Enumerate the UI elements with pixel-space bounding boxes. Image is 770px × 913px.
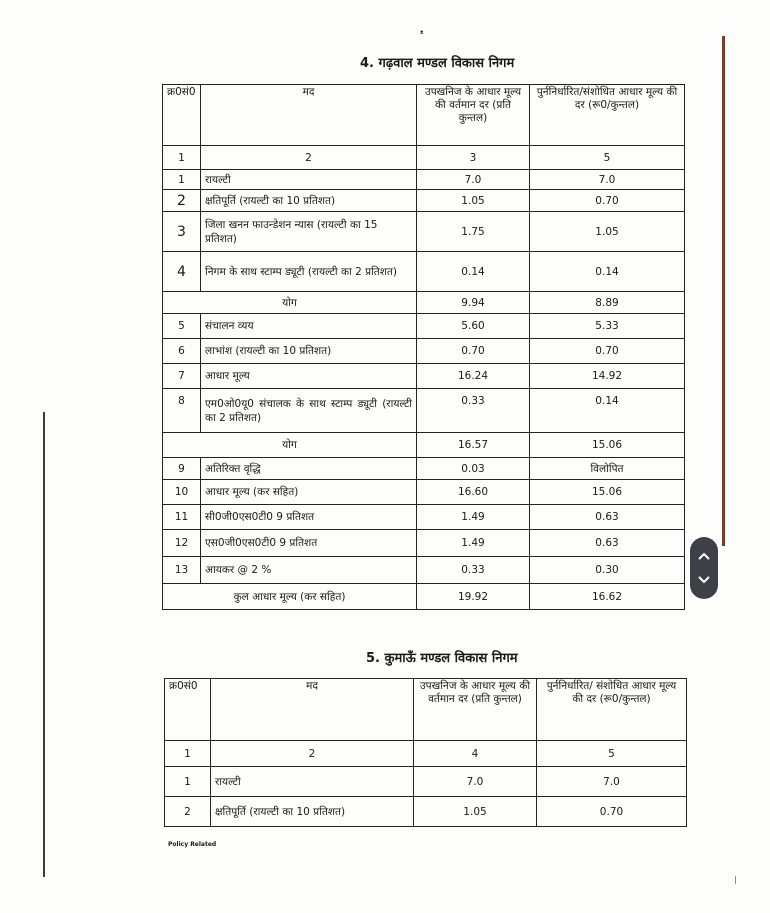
row-current: 1.75 [417,212,530,252]
subtotal-row [163,433,685,458]
footer-text: Policy Related [168,841,217,848]
row-item: अतिरिक्त वृद्धि [201,458,417,480]
row-item: एस0जी0एस0टी0 9 प्रतिशत [201,530,417,557]
page-edge-mark [735,876,736,884]
row-item: रायल्टी [211,767,414,797]
row-sno: 2 [165,797,211,827]
numbering-cell: 5 [530,146,685,170]
row-current: 1.05 [414,797,537,827]
table-row [163,530,685,557]
subtotal-current: 16.57 [417,433,530,458]
row-current: 7.0 [417,170,530,190]
row-current: 16.24 [417,364,530,389]
row-revised: विलोपित [530,458,685,480]
row-revised: 0.63 [530,530,685,557]
table-row [163,480,685,505]
row-revised: 14.92 [530,364,685,389]
table-row [165,797,687,827]
page-scroll-widget [690,537,718,599]
section-5-title: 5. कुमाऊँ मण्डल विकास निगम [366,651,518,666]
page-top-mark: ᵜ [420,29,424,39]
row-current: 0.03 [417,458,530,480]
numbering-cell: 2 [211,741,414,767]
numbering-cell: 1 [163,146,201,170]
row-current: 16.60 [417,480,530,505]
table-header-row [163,85,685,146]
row-current: 0.33 [417,389,530,433]
chevron-down-icon[interactable] [694,570,714,590]
row-sno: 1 [163,170,201,190]
row-current: 0.70 [417,339,530,364]
row-sno: 7 [163,364,201,389]
row-revised: 0.63 [530,505,685,530]
numbering-row [163,146,685,170]
row-item: आधार मूल्य (कर सहित) [201,480,417,505]
row-revised: 0.30 [530,557,685,584]
row-revised: 15.06 [530,480,685,505]
table-row [163,212,685,252]
row-current: 1.49 [417,505,530,530]
numbering-cell: 5 [537,741,687,767]
numbering-cell: 4 [414,741,537,767]
row-revised: 1.05 [530,212,685,252]
table-row [163,505,685,530]
row-item: संचालन व्यय [201,314,417,339]
header-sno: क्र0सं0 [163,85,201,146]
row-revised: 0.70 [530,339,685,364]
row-revised: 0.70 [537,797,687,827]
numbering-cell: 1 [165,741,211,767]
grand-total-label: कुल आधार मूल्य (कर सहित) [163,584,417,610]
header-current-rate: उपखनिज के आधार मूल्य की वर्तमान दर (प्रति कुन्तल) [417,85,530,146]
table-row [163,557,685,584]
row-item: निगम के साथ स्टाम्प ड्यूटी (रायल्टी का 2 प्रतिशत) [201,252,417,292]
subtotal-row [163,292,685,314]
section-4-table [162,84,685,610]
row-sno: 13 [163,557,201,584]
header-current-rate: उपखनिज के आधार मूल्य की वर्तमान दर (प्रति कुन्तल) [414,679,537,741]
table-row [163,339,685,364]
row-item: क्षतिपूर्ति (रायल्टी का 10 प्रतिशत) [201,190,417,212]
row-current: 7.0 [414,767,537,797]
row-sno: 11 [163,505,201,530]
table-row [163,458,685,480]
row-current: 1.49 [417,530,530,557]
page-edge-right [722,36,725,546]
header-item: मद [211,679,414,741]
grand-total-revised: 16.62 [530,584,685,610]
row-sno: 6 [163,339,201,364]
row-item: आयकर @ 2 % [201,557,417,584]
page-edge-left [43,412,45,877]
chevron-up-icon[interactable] [694,546,714,566]
row-current: 1.05 [417,190,530,212]
table-header-row [165,679,687,741]
section-4-title: 4. गढ़वाल मण्डल विकास निगम [360,56,515,71]
numbering-cell: 3 [417,146,530,170]
row-sno: 10 [163,480,201,505]
row-sno: 12 [163,530,201,557]
row-item: एम0ओ0यू0 संचालक के साथ स्टाम्प ड्यूटी (रायल्टी का 2 प्रतिशत) [201,389,417,433]
row-revised: 0.14 [530,389,685,433]
row-sno: 2 [163,190,201,212]
row-current: 0.14 [417,252,530,292]
row-sno: 1 [165,767,211,797]
row-sno: 5 [163,314,201,339]
grand-total-current: 19.92 [417,584,530,610]
header-revised-rate: पुर्ननिर्धारित/ संशोधित आधार मूल्य की दर (रू0/कुन्तल) [537,679,687,741]
numbering-row [165,741,687,767]
subtotal-current: 9.94 [417,292,530,314]
header-revised-rate: पुर्ननिर्धारित/संशोधित आधार मूल्य की दर (रू0/कुन्तल) [530,85,685,146]
row-item: सी0जी0एस0टी0 9 प्रतिशत [201,505,417,530]
row-sno: 4 [163,252,201,292]
header-sno: क्र0सं0 [165,679,211,741]
row-sno: 9 [163,458,201,480]
row-item: जिला खनन फाउन्डेशन न्यास (रायल्टी का 15 प्रतिशत) [201,212,417,252]
header-item: मद [201,85,417,146]
section-5-table [164,678,687,827]
row-revised: 7.0 [530,170,685,190]
row-sno: 8 [163,389,201,433]
subtotal-revised: 8.89 [530,292,685,314]
row-item: लाभांश (रायल्टी का 10 प्रतिशत) [201,339,417,364]
subtotal-revised: 15.06 [530,433,685,458]
row-revised: 0.70 [530,190,685,212]
subtotal-label: योग [163,292,417,314]
row-item: आधार मूल्य [201,364,417,389]
row-item: क्षतिपूर्ति (रायल्टी का 10 प्रतिशत) [211,797,414,827]
table-row [163,389,685,433]
grand-total-row [163,584,685,610]
row-current: 5.60 [417,314,530,339]
row-revised: 0.14 [530,252,685,292]
row-sno: 3 [163,212,201,252]
table-row [163,170,685,190]
numbering-cell: 2 [201,146,417,170]
table-row [163,190,685,212]
table-row [163,364,685,389]
row-revised: 5.33 [530,314,685,339]
row-item: रायल्टी [201,170,417,190]
table-row [163,314,685,339]
row-current: 0.33 [417,557,530,584]
row-revised: 7.0 [537,767,687,797]
table-row [163,252,685,292]
subtotal-label: योग [163,433,417,458]
table-row [165,767,687,797]
